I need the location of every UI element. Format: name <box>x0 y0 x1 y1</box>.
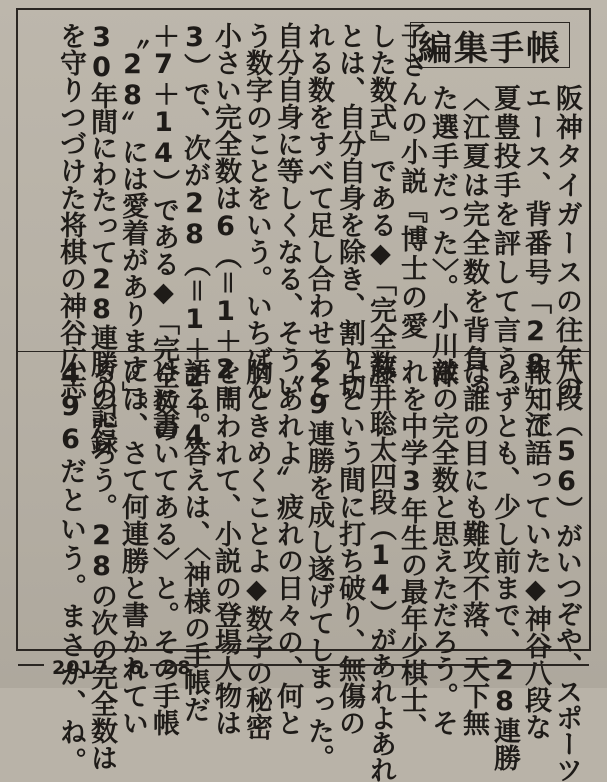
text-column-upper-13: 3）で、次が28（＝1＋2＋4 <box>179 22 210 451</box>
text-column-upper-12: 小さい完全数は6（＝1＋2＋ <box>210 22 241 412</box>
text-column-upper-16: 30年間にわたって28連勝の記録 <box>86 22 117 454</box>
text-column-upper-2: エース、背番号「28」江 <box>520 84 551 440</box>
text-column-lower-17: 496だという。まさか、ね。 <box>55 358 86 776</box>
text-column-upper-15: 〝28〟には愛着があります」。 <box>117 22 148 422</box>
text-column-upper-11: う数字のことをいう。いちばん <box>241 22 272 400</box>
text-column-lower-13: 語る。答えは、〈神様の手帳だ <box>179 358 210 723</box>
text-column-upper-8: とは、自分自身を除き、割り切 <box>334 22 365 400</box>
text-column-upper-3: 夏豊投手を評して言う。 <box>489 84 520 403</box>
text-column-lower-15: には、さて何連勝と書かれてい <box>117 358 148 736</box>
date-line <box>18 653 589 677</box>
text-column-lower-5: 敵の完全数と思えただろう。そ <box>427 358 458 736</box>
text-column-lower-12: を問われて、小説の登場人物は <box>210 358 241 736</box>
text-column-lower-14: けに書いてある〉と。その手帳 <box>148 358 179 736</box>
text-column-lower-2: 報知で語っていた◆神谷八段な <box>520 358 551 740</box>
date-rule-left <box>18 664 44 666</box>
text-column-lower-9: 29連勝を成し遂げてしまった。 <box>303 358 334 771</box>
text-column-upper-7: した数式』である◆「完全数」 <box>365 22 396 404</box>
column-title: 編集手帳 <box>418 28 562 69</box>
text-column-upper-14: ＋7＋14）である◆「完全数の <box>148 22 179 443</box>
publication-date: 2017．6．28 <box>52 657 192 679</box>
text-column-upper-4: 〈江夏は完全数を背負っ <box>458 84 489 403</box>
column-title-box <box>410 22 570 68</box>
text-column-lower-16: るのだろう。28の次の完全数は <box>86 358 117 771</box>
text-column-lower-7: 藤井聡太四段（14）があれよあれ <box>365 358 396 782</box>
text-column-lower-11: 胸ときめくことよ◆数字の秘密 <box>241 358 272 740</box>
text-column-upper-10: 自分自身に等しくなる、そうい <box>272 22 303 400</box>
text-column-lower-8: よという間に打ち破り、無傷の <box>334 358 365 736</box>
text-column-lower-4: は誰の目にも難攻不落、天下無 <box>458 358 489 736</box>
text-column-lower-10: 〝あれよ〟疲れの日々の、何と <box>272 358 303 736</box>
date-rule-right <box>150 664 589 666</box>
text-column-lower-3: らずとも、少し前まで、28連勝 <box>489 358 520 771</box>
text-column-upper-17: を守りつづけた将棋の神谷広志 <box>55 22 86 400</box>
text-column-lower-1: 八段（56）がいつぞや、スポーツ <box>551 358 582 782</box>
text-column-lower-6: れを中学3年生の最年少棋士、 <box>396 358 427 740</box>
text-column-upper-6: 子さんの小説『博士の愛 <box>396 22 427 341</box>
text-column-upper-5: た選手だった〉。小川洋 <box>427 84 458 390</box>
text-column-upper-1: 阪神タイガースの往年の <box>551 84 582 403</box>
text-column-upper-9: れる数をすべて足し合わせると <box>303 22 334 400</box>
